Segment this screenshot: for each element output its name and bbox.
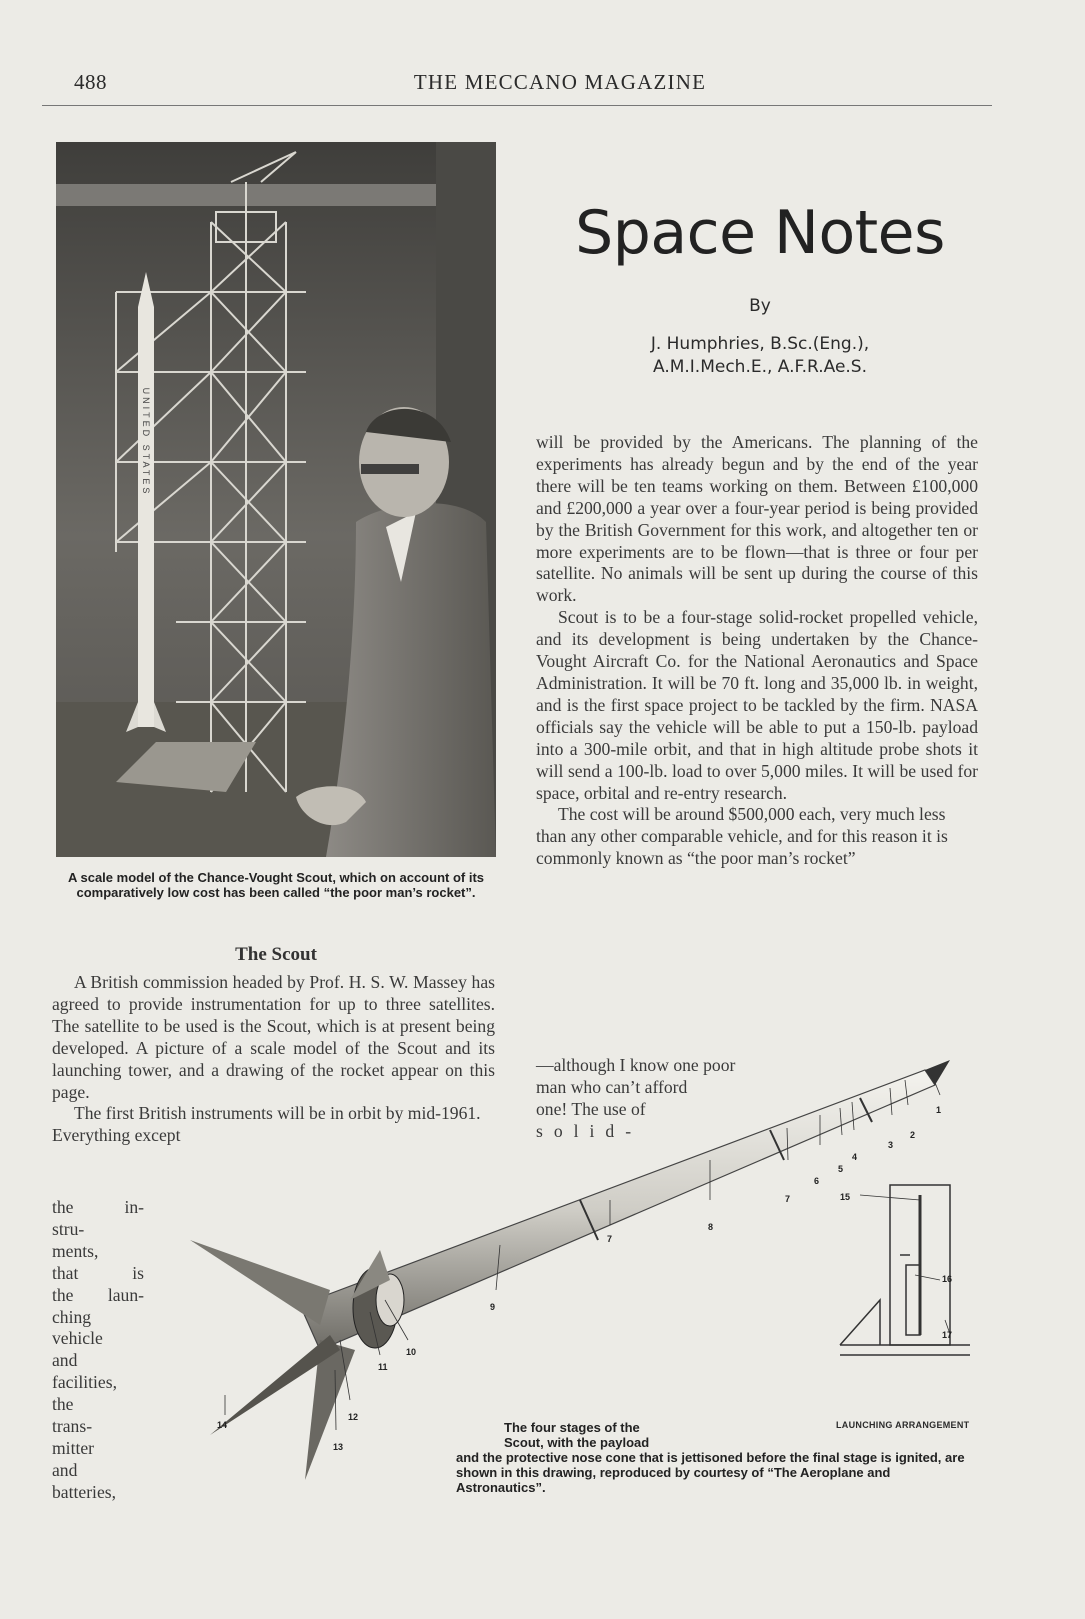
paragraph: The first British instruments will be in orbit by mid-1961. Everything except (52, 1103, 481, 1146)
callout-label: 15 (840, 1192, 851, 1202)
callout-label: 2 (910, 1130, 916, 1140)
paragraph: will be provided by the Americans. The planning of the experiments has already begun and by the end of the year there will be ten teams working on them. Between £100,000 and £200,000 a year over a four-year period is being provided by the British Government for this work, and altogether ten or more experiments are to be flown—that is three or four per satellite. No animals will be sent up during the course of this work. (536, 432, 978, 606)
text-line: and (52, 1350, 78, 1371)
text-line: batteries, (52, 1481, 116, 1502)
callout-label: 4 (852, 1152, 858, 1162)
callout-label: 9 (490, 1302, 496, 1312)
callout-label: 1 (936, 1105, 942, 1115)
rocket-lettering: UNITED STATES (141, 387, 151, 497)
header-rule (42, 105, 992, 106)
text-line: solid- (536, 1120, 643, 1141)
text-line: ments, (52, 1240, 99, 1261)
drawing-caption (456, 1420, 966, 1495)
text-line: facilities, (52, 1372, 117, 1393)
magazine-title: THE MECCANO MAGAZINE (413, 70, 707, 94)
text-line: one! The use of (536, 1098, 646, 1119)
text-line: the (52, 1394, 74, 1415)
text-line: —although I know one poor (536, 1055, 736, 1075)
callout-label: 10 (406, 1347, 417, 1357)
text-line: man who can’t afford (536, 1076, 688, 1097)
byline-by: By (749, 296, 771, 316)
article-title: Space Notes (575, 198, 945, 268)
caption-line: The four stages of the (504, 1420, 640, 1435)
paragraph: Scout is to be a four-stage solid-rocket propelled vehicle, and its development is being undertaken by the Chance-Vought Aircraft Co. for the National Aeronautics and Space Administration. It will be 70 ft. long and 35,000 lb. in weight, and is the first space project to be tackled by the firm. NASA officials say the vehicle will be able to put a 150-lb. payload into a 300-mile orbit, and that in high altitude probe shots it will send a 100-lb. load to over 5,000 miles. It will be used for space, orbital and re-entry research. (536, 607, 978, 803)
callout-label: 13 (333, 1442, 344, 1452)
author-line-1: J. Humphries, B.Sc.(Eng.), (650, 334, 870, 354)
callout-label: 3 (888, 1140, 894, 1150)
paragraph: The cost will be around $500,000 each, very much less than any other comparable vehicle, and for this reason it is commonly known as “the poor man’s rocket” (536, 804, 948, 869)
right-column-text (536, 432, 978, 870)
text-line: and (52, 1459, 78, 1480)
scout-model-photo (56, 142, 496, 857)
narrow-text-column (52, 1197, 144, 1504)
paragraph: A British commission headed by Prof. H. S. W. Massey has agreed to provide instrumentation for up to three satellites. The satellite to be used is the Scout, which is at present being developed. A picture of a scale model of the Scout and its launching tower, and a drawing of the rocket appear on this page. (52, 972, 495, 1102)
callout-label: 8 (708, 1222, 714, 1232)
callout-label: 14 (217, 1420, 228, 1430)
page-number: 488 (74, 70, 107, 94)
text-line: the in- (52, 1197, 144, 1217)
callout-label: 7 (785, 1194, 791, 1204)
caption-line: Scout, with the payload (504, 1435, 650, 1450)
launch-arrangement-label: LAUNCHING ARRANGEMENT (836, 1420, 970, 1430)
caption-line: and the protective nose cone that is jettisoned before the final stage is ignited, are shown in this drawing, reproduced by courtesy of “The Aeroplane and Astronautics”. (456, 1450, 965, 1495)
text-line: vehicle (52, 1328, 103, 1349)
text-line: stru- (52, 1218, 85, 1239)
callout-label: 16 (942, 1274, 953, 1284)
photo-illustration (56, 142, 496, 857)
text-line: ching (52, 1306, 92, 1327)
text-line: that is (52, 1262, 144, 1283)
callout-label: 12 (348, 1412, 359, 1422)
photo-caption: A scale model of the Chance-Vought Scout, which on account of its comparatively low cost has been called “the poor man’s rocket”. (67, 870, 485, 900)
callout-label: 17 (942, 1330, 953, 1340)
text-line: mitter (52, 1437, 95, 1458)
author-credentials (560, 333, 960, 379)
section-heading: The Scout (235, 944, 317, 965)
callout-label: 11 (378, 1362, 388, 1372)
callout-label: 6 (814, 1176, 820, 1186)
text-line: trans- (52, 1416, 93, 1437)
callout-label: 7 (607, 1234, 613, 1244)
author-line-2: A.M.I.Mech.E., A.F.R.Ae.S. (652, 357, 867, 377)
text-line: the laun- (52, 1284, 144, 1305)
callout-label: 5 (838, 1164, 844, 1174)
